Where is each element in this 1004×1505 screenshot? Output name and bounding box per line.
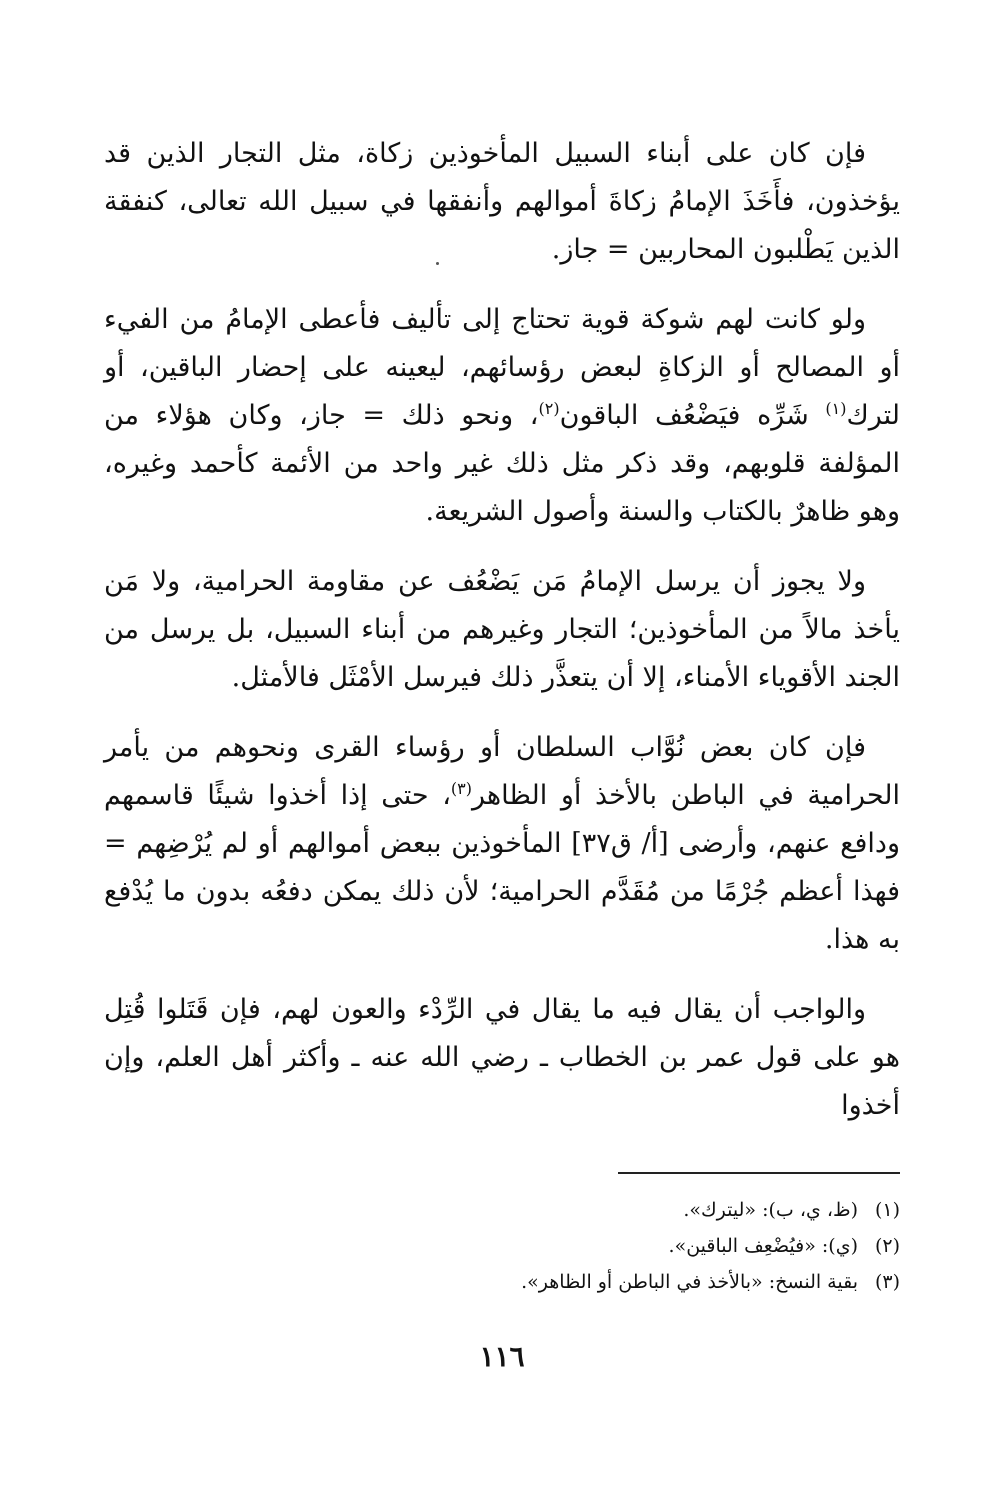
main-text <box>104 130 900 1152</box>
footnote-divider <box>618 1172 900 1174</box>
paragraph-text: ، ونحو ذلك = جاز، وكان هؤلاء من المؤلفة قلوبهم، وقد ذكر مثل ذلك غير واحد من الأئمة كأحمد وغيره، وهو ظاهرٌ بالكتاب والسنة وأصول الشريعة. <box>104 400 900 527</box>
footnote-1 <box>104 1192 900 1228</box>
paragraph-text: والواجب أن يقال فيه ما يقال في الرِّدْء والعون لهم، فإن قَتَلوا قُتِل هو على قول عمر بن الخطاب ـ رضي الله عنه ـ وأكثر أهل العلم، وإن أخذوا <box>104 994 900 1121</box>
footnote-ref-2: (٢) <box>538 399 560 418</box>
paragraph-3 <box>104 558 900 702</box>
paragraph-text: فإن كان بعض نُوَّاب السلطان أو رؤساء القرى ونحوهم من يأمر الحرامية في الباطن بالأخذ أو الظاهر <box>104 732 900 811</box>
footnote-number: (٣) <box>874 1271 900 1293</box>
footnote-ref-3: (٣) <box>450 779 473 798</box>
footnote-2 <box>104 1228 900 1264</box>
paragraph-text: ولا يجوز أن يرسل الإمامُ مَن يَضْعُف عن مقاومة الحرامية، ولا مَن يأخذ مالاً من المأخوذين؛ التجار وغيرهم من أبناء السبيل، بل يرسل من الجند الأقوياء الأمناء، إلا أن يتعذَّر ذلك فيرسل الأمْثَل فالأمثل. <box>104 566 900 693</box>
footnote-3 <box>104 1264 900 1300</box>
footnote-text: بقية النسخ: «بالأخذ في الباطن أو الظاهر». <box>521 1271 858 1293</box>
footnote-text: (ي): «فيُضْعِف الباقين». <box>668 1235 858 1257</box>
paragraph-5 <box>104 986 900 1130</box>
footnote-ref-1: (١) <box>825 399 847 418</box>
paragraph-2 <box>104 296 900 536</box>
paragraph-text: فإن كان على أبناء السبيل المأخوذين زكاة، مثل التجار الذين قد يؤخذون، فأَخَذَ الإمامُ زكاةَ أموالهم وأنفقها في سبيل الله تعالى، كنفقة الذين يَطْلبون المحاربين = جاز. <box>104 138 900 265</box>
footnotes <box>104 1192 900 1300</box>
paragraph-4 <box>104 724 900 964</box>
footnote-text: (ظ، ي، ب): «ليترك». <box>683 1199 858 1221</box>
footnote-number: (١) <box>874 1199 900 1221</box>
paragraph-text: شَرِّه فيَضْعُف الباقون <box>559 400 826 431</box>
page-number: ١١٦ <box>479 1340 525 1373</box>
paragraph-text: ولو كانت لهم شوكة قوية تحتاج إلى تأليف فأعطى الإمامُ من الفيء أو المصالح أو الزكاةِ لبعض رؤسائهم، ليعينه على إحضار الباقين، أو لترك <box>104 304 900 431</box>
scan-speck <box>436 262 439 265</box>
paragraph-1 <box>104 130 900 274</box>
footnote-number: (٢) <box>874 1235 900 1257</box>
paragraph-text: ، حتى إذا أخذوا شيئًا قاسمهم ودافع عنهم، وأرضى [أ/ ق٣٧] المأخوذين ببعض أموالهم أو لم يُرْضِهم = فهذا أعظم جُرْمًا من مُقَدَّم الحرامية؛ لأن ذلك يمكن دفعُه بدون ما يُدْفع به هذا. <box>104 780 900 955</box>
